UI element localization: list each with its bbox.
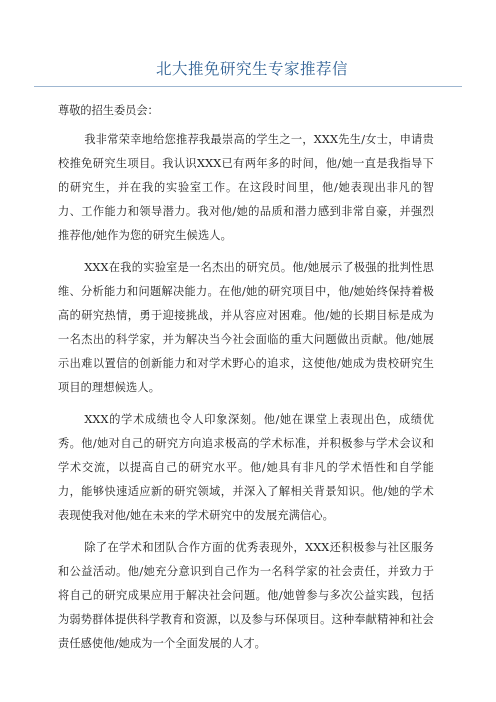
salutation: 尊敬的招生委员会： xyxy=(58,104,159,117)
paragraph-1: 我非常荣幸地给您推荐我最崇高的学生之一，XXX先生/女士，申请贵校推免研究生项目。我认识XXX已有两年多的时间，他/她一直是我指导下的研究生，并在我的实验室工作。在这段时间里，他/她表现出非凡的智力、工作能力和领导潜力。我对他/她的品质和潜力感到非常自豪，并强烈推荐他/她作为您的研究生候选人。 xyxy=(58,133,434,242)
paragraph-2: XXX在我的实验室是一名杰出的研究员。他/她展示了极强的批判性思维、分析能力和问题解决能力。在他/她的研究项目中，他/她始终保持着极高的研究热情，勇于迎接挑战，并从容应对困难。他/她的长期目标是成为一名杰出的科学家，并为解决当今社会面临的重大问题做出贡献。他/她展示出难以置信的创新能力和对学术野心的追求，这使他/她成为贵校研究生项目的理想候选人。 xyxy=(58,261,434,394)
paragraph-3: XXX的学术成绩也令人印象深刻。他/她在课堂上表现出色，成绩优秀。他/她对自己的研究方向追求极高的学术标准，并积极参与学术会议和学术交流，以提高自己的研究水平。他/她具有非凡的学术悟性和自学能力，能够快速适应新的研究领域，并深入了解相关背景知识。他/她的学术表现使我对他/她在未来的学术研究中的发展充满信心。 xyxy=(58,413,434,522)
document-title: 北大推免研究生专家推荐信 xyxy=(155,60,348,78)
title-divider xyxy=(34,86,462,87)
paragraph-4: 除了在学术和团队合作方面的优秀表现外，XXX还积极参与社区服务和公益活动。他/她充分意识到自己作为一名科学家的社会责任，并致力于将自己的研究成果应用于解决社会问题。他/她曾参与多次公益实践，包括为弱势群体提供科学教育和资源，以及参与环保项目。这种奉献精神和社会责任感使他/她成为一个全面发展的人才。 xyxy=(58,541,434,650)
